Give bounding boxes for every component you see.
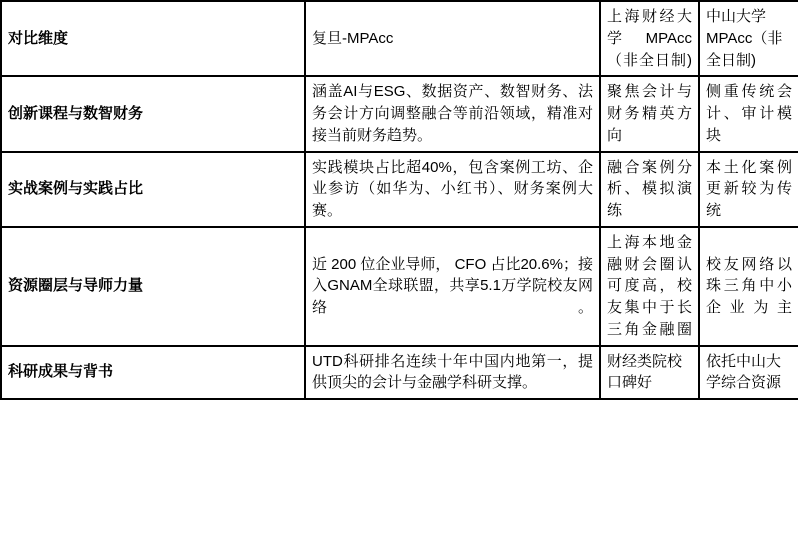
row-label-practice: 实战案例与实践占比 <box>1 152 305 227</box>
header-cell-fudan: 复旦-MPAcc <box>305 1 600 76</box>
cell-sufe-innovation: 聚焦会计与财务精英方向 <box>600 76 699 151</box>
cell-fudan-practice: 实践模块占比超40%，包含案例工坊、企业参访（如华为、小红书）、财务案例大赛。 <box>305 152 600 227</box>
row-label-research: 科研成果与背书 <box>1 346 305 400</box>
table-row <box>1 346 798 400</box>
row-label-innovation: 创新课程与数智财务 <box>1 76 305 151</box>
table-row <box>1 76 798 151</box>
cell-sufe-resources: 上海本地金融财会圈认可度高，校友集中于长三角金融圈 <box>600 227 699 346</box>
cell-fudan-resources: 近 200 位企业导师， CFO 占比20.6%；接入GNAM全球联盟，共享5.1万学院校友网络。 <box>305 227 600 346</box>
table-row <box>1 152 798 227</box>
header-cell-dimension: 对比维度 <box>1 1 305 76</box>
cell-fudan-research: UTD科研排名连续十年中国内地第一，提供顶尖的会计与金融学科研支撑。 <box>305 346 600 400</box>
table-header-row <box>1 1 798 76</box>
header-cell-sufe: 上海财经大学MPAcc（非全日制) <box>600 1 699 76</box>
row-label-resources: 资源圈层与导师力量 <box>1 227 305 346</box>
cell-sufe-research: 财经类院校口碑好 <box>600 346 699 400</box>
header-cell-sysu: 中山大学MPAcc（非全日制) <box>699 1 798 76</box>
cell-fudan-innovation: 涵盖AI与ESG、数据资产、数智财务、法务会计方向调整融合等前沿领域，精准对接当前财务趋势。 <box>305 76 600 151</box>
cell-sysu-practice: 本土化案例更新较为传统 <box>699 152 798 227</box>
cell-sysu-research: 依托中山大学综合资源 <box>699 346 798 400</box>
cell-sufe-practice: 融合案例分析、模拟演练 <box>600 152 699 227</box>
cell-sysu-innovation: 侧重传统会计、审计模块 <box>699 76 798 151</box>
cell-sysu-resources: 校友网络以珠三角中小企业为主 <box>699 227 798 346</box>
table-row <box>1 227 798 346</box>
